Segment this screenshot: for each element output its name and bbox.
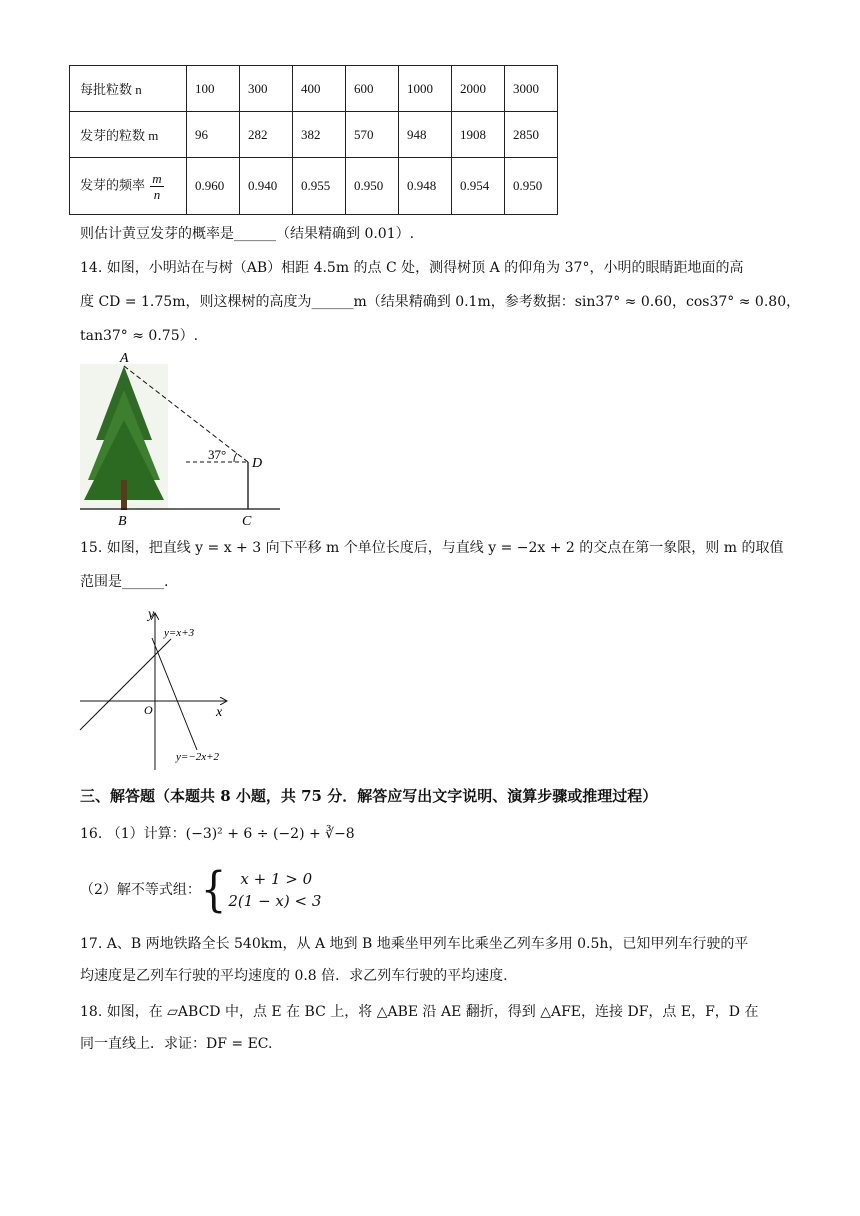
point-a-label: A: [120, 351, 129, 366]
table-cell: 282: [240, 112, 293, 158]
y-axis-label: y: [148, 607, 155, 622]
table-cell: 0.954: [452, 158, 505, 215]
row-label-m: 发芽的粒数 m: [70, 112, 187, 158]
table-cell: 0.948: [399, 158, 452, 215]
left-brace: {: [200, 862, 227, 918]
table-cell: 948: [399, 112, 452, 158]
table-cell: 300: [240, 66, 293, 112]
table-cell: 96: [187, 112, 240, 158]
row-label-freq-text: 发芽的频率: [80, 176, 146, 192]
point-d-label: D: [252, 456, 263, 471]
section-3-heading: 三、解答题（本题共 8 小题，共 75 分．解答应写出文字说明、演算步骤或推理过程）: [80, 787, 658, 805]
fraction-denominator: n: [153, 186, 161, 202]
table-cell: 600: [346, 66, 399, 112]
table-cell: 400: [293, 66, 346, 112]
point-c-label: C: [242, 514, 252, 529]
origin-label: O: [144, 703, 153, 717]
table-cell: 3000: [505, 66, 558, 112]
q13-answer-line: 则估计黄豆发芽的概率是______（结果精确到 0.01）.: [80, 226, 415, 242]
table-cell: 1000: [399, 66, 452, 112]
table-cell: 100: [187, 66, 240, 112]
row-label-freq: [70, 158, 187, 215]
angle-arc: [234, 453, 237, 462]
q16-part2-label: （2）解不等式组：: [80, 882, 201, 898]
line-y-neg2x-plus-2: [152, 638, 197, 750]
table-cell: 0.940: [240, 158, 293, 215]
tree-figure: [76, 350, 286, 530]
q17-line2: 均速度是乙列车行驶的平均速度的 0.8 倍．求乙列车行驶的平均速度.: [80, 968, 508, 984]
angle-label: 37°: [208, 447, 227, 462]
row-label-n: 每批粒数 n: [70, 66, 187, 112]
table-cell: 0.950: [505, 158, 558, 215]
q18-line2: 同一直线上．求证：DF = EC.: [80, 1036, 273, 1052]
point-b-label: B: [118, 514, 127, 529]
x-axis-label: x: [216, 705, 223, 720]
coordinate-figure: [76, 604, 246, 770]
inequality-1: x + 1 > 0: [240, 870, 313, 888]
q16-part2: [80, 862, 322, 918]
table-cell: 1908: [452, 112, 505, 158]
table-cell: 2850: [505, 112, 558, 158]
q14-line1: 14. 如图，小明站在与树（AB）相距 4.5m 的点 C 处，测得树顶 A 的仰角为 37°，小明的眼睛距地面的高: [80, 260, 744, 276]
q14-line3: tan37° ≈ 0.75）.: [80, 328, 199, 344]
table-cell: 570: [346, 112, 399, 158]
q16-part1: 16. （1）计算：(−3)² + 6 ÷ (−2) + ∛−8: [80, 826, 355, 842]
inequality-list: [228, 868, 321, 912]
line2-label: y=−2x+2: [176, 751, 220, 763]
germination-table: [69, 65, 558, 215]
table-cell: 0.960: [187, 158, 240, 215]
table-cell: 382: [293, 112, 346, 158]
fraction-m-over-n: [150, 171, 163, 202]
line1-label: y=x+3: [164, 627, 195, 639]
fraction-numerator: m: [152, 170, 162, 186]
q14-line2: 度 CD = 1.75m，则这棵树的高度为______m（结果精确到 0.1m，参考数据：sin37° ≈ 0.60，cos37° ≈ 0.80，: [80, 294, 801, 310]
inequality-system: [200, 862, 322, 918]
table-cell: 0.955: [293, 158, 346, 215]
q15-line2: 范围是______.: [80, 574, 169, 590]
q15-line1: 15. 如图，把直线 y = x + 3 向下平移 m 个单位长度后，与直线 y = −2x + 2 的交点在第一象限，则 m 的取值: [80, 540, 784, 556]
table-cell: 2000: [452, 66, 505, 112]
q17-line1: 17. A、B 两地铁路全长 540km，从 A 地到 B 地乘坐甲列车比乘坐乙列车多用 0.5h，已知甲列车行驶的平: [80, 936, 749, 952]
inequality-2: 2(1 − x) < 3: [228, 892, 322, 910]
table-cell: 0.950: [346, 158, 399, 215]
q18-line1: 18. 如图，在 ▱ABCD 中，点 E 在 BC 上，将 △ABE 沿 AE 翻折，得到 △AFE，连接 DF，点 E，F，D 在: [80, 1004, 759, 1020]
